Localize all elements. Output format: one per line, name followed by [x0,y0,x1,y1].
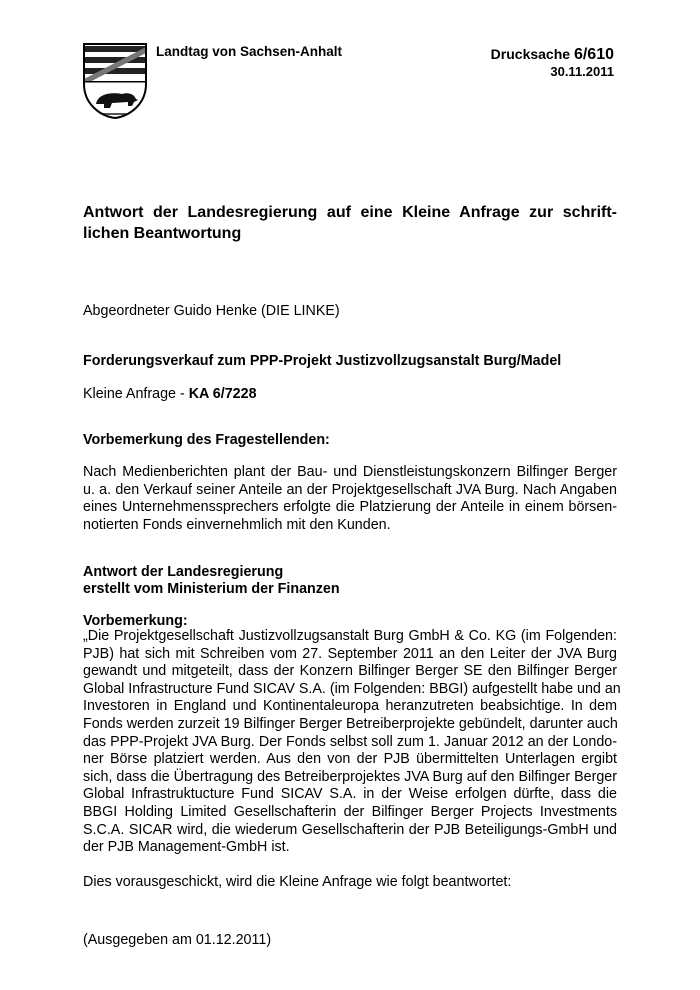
paragraph-line: ner Börse platziert werden. Aus den von der PJB übermittelten Unterlagen ergibt [83,751,617,768]
paragraph-line: Investoren in England und Kontinentaleuropa heranzutreten beabsichtige. In dem [83,698,617,715]
remark-paragraph [83,628,621,857]
paragraph-line: u. a. den Verkauf seiner Anteile an der Projektgesellschaft JVA Burg. Nach Angaben [83,481,617,498]
paragraph-line: PJB) hat sich mit Schreiben vom 27. September 2011 an den Leiter der JVA Burg [83,645,617,662]
paragraph-line: sich, dass die Übertragung des Betreiberprojektes JVA Burg auf den Bilfinger Berger [83,768,617,785]
paragraph-line: Nach Medienberichten plant der Bau- und Dienstleistungskonzern Bilfinger Berger [83,464,617,480]
ministry-heading: erstellt vom Ministerium der Finanzen [83,581,340,597]
paragraph-line: S.C.A. SICAR wird, die wiederum Gesellschafterin der PJB Beteiligungs-GmbH und [83,821,617,838]
paragraph-line: das PPP-Projekt JVA Burg. Der Fonds selbst soll zum 1. Januar 2012 an der Londo- [83,733,617,750]
drucksache-number: 6/610 [573,46,614,63]
inquiry-reference [83,386,257,404]
member-of-parliament: Abgeordneter Guido Henke (DIE LINKE) [83,303,340,319]
preface-paragraph [83,464,617,534]
inquiry-subject: Forderungsverkauf zum PPP-Projekt Justizvollzugsanstalt Burg/Madel [83,353,562,369]
remark-heading: Vorbemerkung: [83,613,188,629]
parliament-name: Landtag von Sachsen-Anhalt [156,44,343,59]
paragraph-line: Global Infrastruktucture Fund SICAV S.A. in der Weise erfolgen dürfte, dass die [83,786,617,803]
answer-heading: Antwort der Landesregierung [83,564,284,580]
document-title: Antwort der Landesregierung auf eine Kleine Anfrage zur schrift- lichen Beantwortung [83,204,617,242]
paragraph-line: Fonds werden zurzeit 19 Bilfinger Berger Betreiberprojekte gebündelt, darunter auch [83,715,618,732]
coat-of-arms-icon [82,42,148,120]
document-date: 30.11.2011 [550,64,614,79]
closing-sentence: Dies vorausgeschickt, wird die Kleine Anfrage wie folgt beantwortet: [83,874,512,890]
drucksache-label: Drucksache [490,46,571,62]
inquiry-label: Kleine Anfrage - [83,386,189,402]
paragraph-line: notierten Fonds einvernehmlich mit den Kunden. [83,516,391,533]
inquiry-number: KA 6/7228 [188,386,257,402]
document-number-block [491,46,614,80]
paragraph-line: gewandt und mitgeteilt, dass der Konzern Bilfinger Berger SE den Bilfinger Berger [83,663,617,680]
preface-heading: Vorbemerkung des Fragestellenden: [83,432,330,448]
paragraph-line: der PJB Management-GmbH ist. [83,839,290,856]
paragraph-line: BBGI Holding Limited Gesellschafterin der Bilfinger Berger Projects Investments [83,803,617,820]
paragraph-line: eines Unternehmenssprechers erfolgte die Platzierung der Anteile in einem börsen- [83,499,617,516]
paragraph-line: „Die Projektgesellschaft Justizvollzugsanstalt Burg GmbH & Co. KG (im Folgenden: [83,628,617,644]
issue-date: (Ausgegeben am 01.12.2011) [83,932,272,948]
paragraph-line: Global Infrastructure Fund SICAV S.A. (im Folgenden: BBGI) aufgestellt habe und an [83,680,621,697]
